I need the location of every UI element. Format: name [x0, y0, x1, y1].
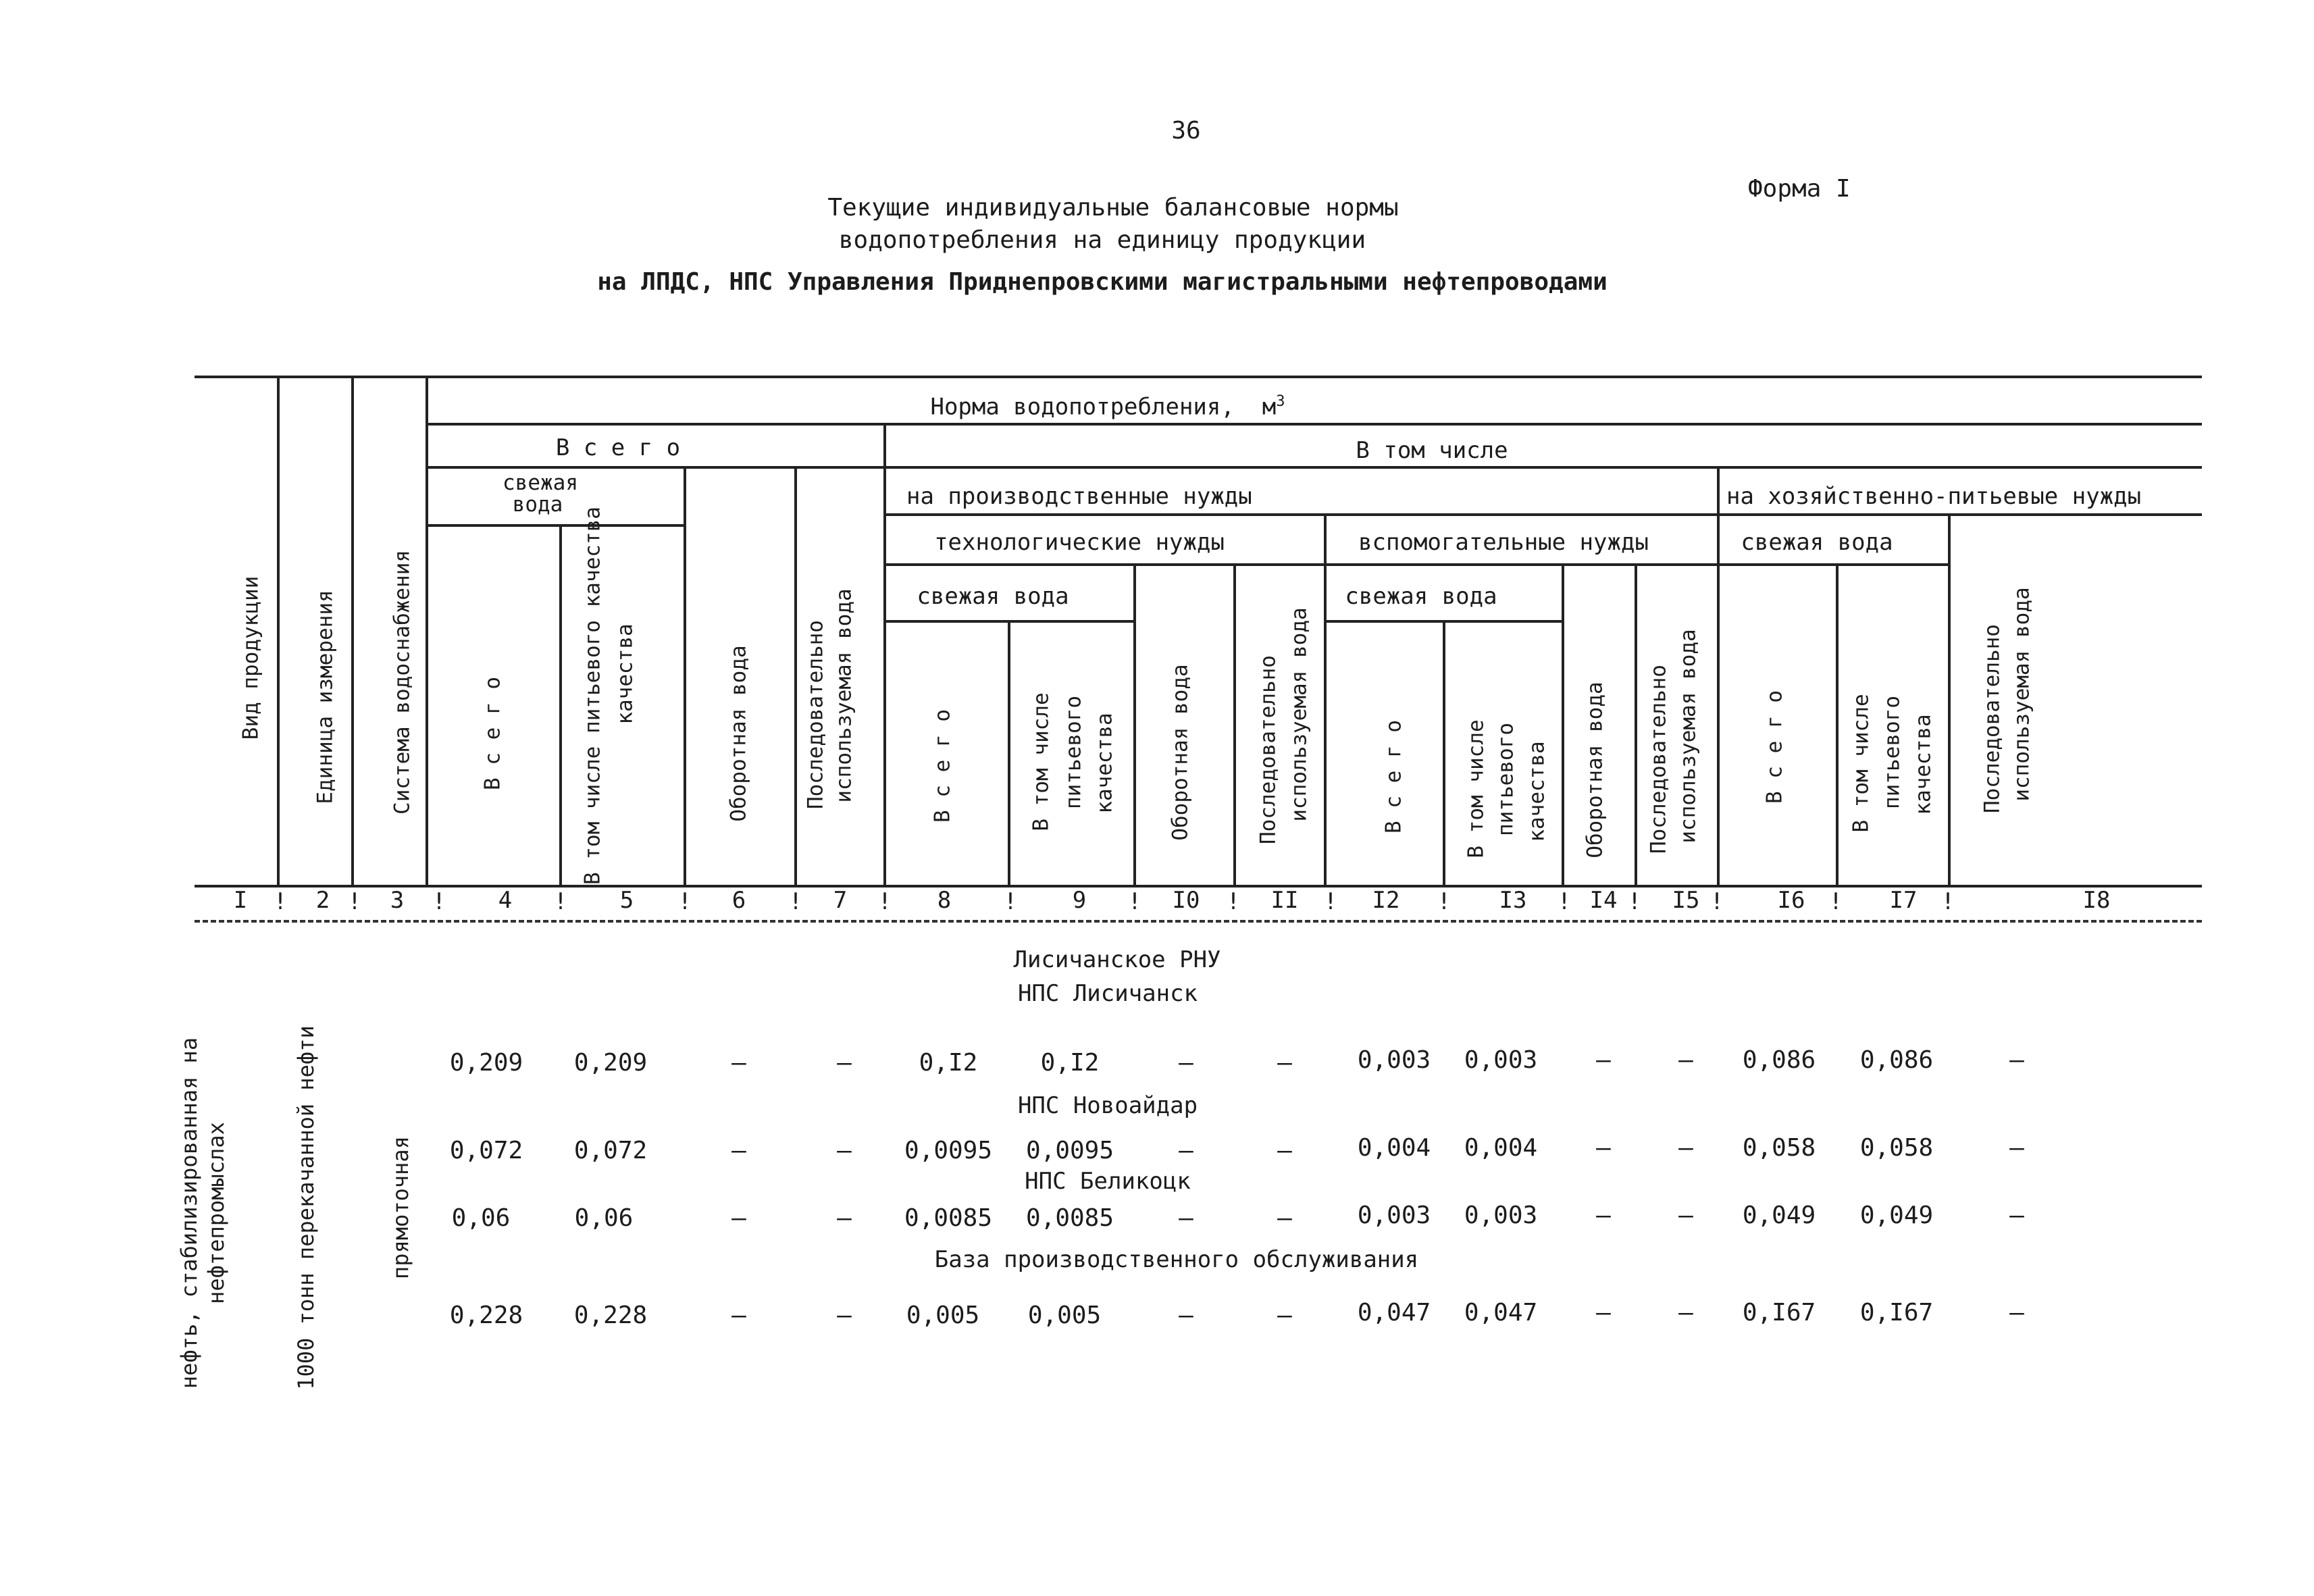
col7-posled-1: Последовательно [803, 620, 828, 809]
col13-2: питьевого [1493, 723, 1518, 836]
section-title: База производственного обслуживания [934, 1246, 1419, 1273]
form-label: Форма I [1748, 175, 1851, 203]
svezhaya-voda-vspom-label: свежая вода [1345, 583, 1497, 610]
col-edinica: Единица измерения [313, 590, 338, 804]
col5-pit-1: В том числе питьевого качества [580, 507, 605, 885]
na-proizv-label: на производственные нужды [906, 483, 1252, 510]
vsego-group-label: В с е г о [555, 434, 681, 461]
col11-posled-1: Последовательно [1256, 655, 1281, 844]
svezhaya-voda-label-2: вода [512, 492, 563, 517]
col8-vsego: В с е г о [930, 709, 955, 823]
product-type: нефть, стабилизированная на нефтепромыслах [176, 1037, 229, 1389]
col7-posled-2: используемая вода [831, 588, 856, 803]
col-vid-produkcii: Вид продукции [238, 575, 263, 740]
col13-3: качества [1524, 741, 1549, 842]
col-sistema: Система водоснабжения [390, 550, 415, 815]
section-title: НПС Беликоцк [1025, 1168, 1191, 1195]
page-number: 36 [1171, 117, 1201, 145]
col4-vsego: В с е г о [480, 677, 505, 790]
svezhaya-voda-hoz-label: свежая вода [1741, 529, 1893, 556]
vspomogat-label: вспомогательные нужды [1358, 529, 1649, 556]
col16-vsego: В с е г о [1762, 690, 1787, 804]
col15-posled-2: используемая вода [1676, 629, 1701, 844]
title-line-2: водопотребления на единицу продукции [838, 226, 1366, 254]
col17-2: питьевого [1880, 696, 1905, 809]
svezhaya-voda-tehn-label: свежая вода [917, 583, 1069, 610]
svezhaya-voda-label-1: свежая [503, 471, 578, 495]
col12-vsego: В с е г о [1381, 720, 1406, 833]
col9-3: качества [1092, 713, 1117, 814]
norm-label: Норма водопотребления, $м^3$ [930, 393, 1285, 421]
title-line-1: Текущие индивидуальные балансовые нормы [827, 194, 1399, 222]
col5-pit-2: качества [613, 623, 638, 725]
col18-posled-2: используемая вода [2009, 587, 2034, 802]
section-title: НПС Новоайдар [1017, 1092, 1198, 1119]
col13-1: В том числе [1464, 719, 1489, 858]
v-tom-chisle-label: В том числе [1356, 437, 1508, 464]
na-hoz-label: на хозяйственно-питьевые нужды [1726, 483, 2142, 510]
col9-1: В том числе [1029, 692, 1054, 831]
col14-oborot: Оборотная вода [1583, 681, 1608, 858]
col11-posled-2: используемая вода [1287, 607, 1312, 822]
col17-3: качества [1911, 714, 1936, 815]
col15-posled-1: Последовательно [1646, 665, 1671, 854]
unit-of-measure: 1000 тонн перекачанной нефти [293, 1025, 319, 1390]
section-title: Лисичанское РНУ [1013, 946, 1221, 973]
title-line-3: на ЛПДС, НПС Управления Приднепровскими магистральными нефтепроводами [597, 268, 1608, 296]
water-supply-system: прямоточная [388, 1136, 414, 1279]
col10-oborot: Оборотная вода [1168, 664, 1193, 841]
section-title: НПС Лисичанск [1017, 980, 1198, 1007]
col6-oborot: Оборотная вода [726, 645, 751, 822]
tehnolog-label: технологические нужды [934, 529, 1225, 556]
col18-posled-1: Последовательно [1980, 624, 2005, 813]
col9-2: питьевого [1061, 696, 1086, 809]
col17-1: В том числе [1849, 694, 1874, 833]
